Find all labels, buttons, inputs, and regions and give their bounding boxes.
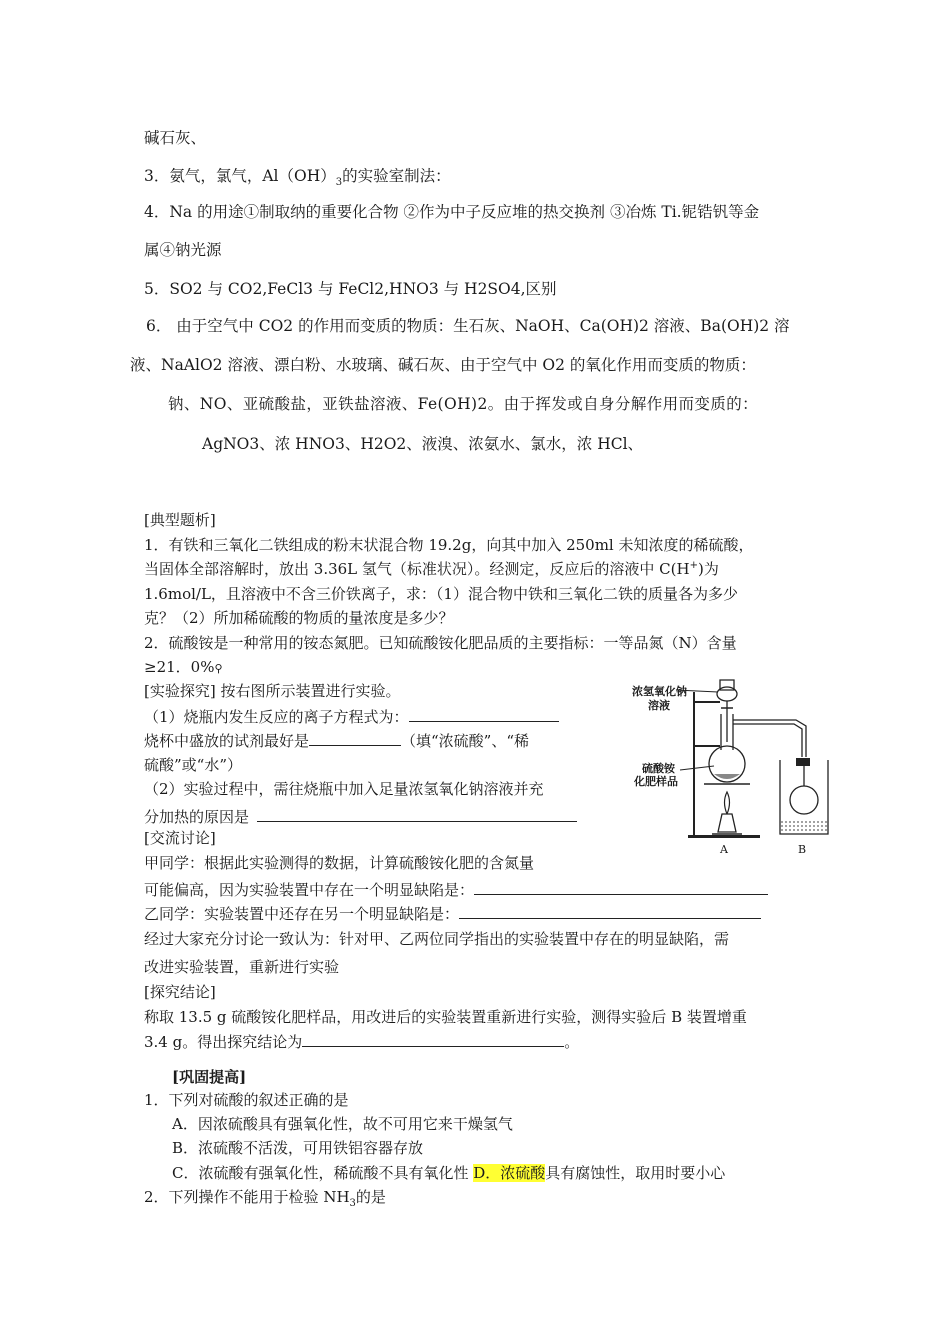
q2-line1: 2．硫酸铵是一种常用的铵态氮肥。已知硫酸铵化肥品质的主要指标：一等品氮（N）含量 — [144, 634, 737, 652]
student-yi: 乙同学：实验装置中还存在另一个明显缺陷是： — [144, 903, 761, 924]
item-6-line4: AgNO3、浓 HNO3、H2O2、液溴、浓氨水、氯水，浓 HCl、 — [202, 435, 644, 453]
option-b: B．浓硫酸不活泼，可用铁铝容器存放 — [172, 1139, 424, 1157]
discuss-heading: [交流讨论] — [144, 829, 216, 847]
item-4-line1: 4．Na 的用途①制取纳的重要化合物 ②作为中子反应堆的热交换剂 ③冶炼 Ti.铌锆钒等金 — [144, 203, 760, 221]
figure-label-sample: 化肥样品 — [634, 775, 678, 788]
item-4-line2: 属④钠光源 — [144, 241, 222, 259]
item-3: 3．氨气，氯气，$Al(OH)_3$的实验室制法： — [144, 167, 451, 189]
consensus-line1: 经过大家充分讨论一致认为：针对甲、乙两位同学指出的实验装置中存在的明显缺陷，需 — [144, 930, 730, 948]
q1-line1: 1．有铁和三氧化二铁组成的粉末状混合物 19.2g，向其中加入 250ml 未知浓度的稀硫酸， — [144, 536, 754, 554]
practice-q1: 1．下列对硫酸的叙述正确的是 — [144, 1091, 349, 1109]
student-jia-line1: 甲同学：根据此实验测得的数据，计算硫酸铵化肥的含氮量 — [144, 854, 535, 872]
weigh-line2: 3.4 g。得出探究结论为 。 — [144, 1033, 580, 1051]
item-6-line2: 液、NaAlO2 溶液、漂白粉、水玻璃、碱石灰、由于空气中 O2 的氧化作用而变质的物质： — [130, 356, 756, 374]
consensus-line2: 改进实验装置，重新进行实验 — [144, 958, 340, 976]
weigh-line1: 称取 13.5 g 硫酸铵化肥样品，用改进后的实验装置重新进行实验，测得实验后 B 装置增重 — [144, 1008, 747, 1026]
sub-question-2: （2）实验过程中，需往烧瓶中加入足量浓氢氧化钠溶液并充 — [144, 780, 544, 798]
practice-q2: 2．下列操作不能用于检验 $NH_3$的是 — [144, 1188, 386, 1209]
option-a: A．因浓硫酸具有强氧化性，故不可用它来干燥氢气 — [172, 1115, 513, 1133]
q1-line3: 1.6mol/L，且溶液中不含三价铁离子，求：（1）混合物中铁和三氧化二铁的质量各为多少 — [144, 585, 738, 603]
beaker-question: 烧杯中盛放的试剂最好是 （填“浓硫酸”、“稀 — [144, 732, 530, 750]
q2-line2: ≥21．0%⚲ — [144, 658, 223, 676]
figure-label-b: B — [798, 843, 807, 856]
section-heading-consolidate: [巩固提高] — [172, 1068, 247, 1086]
q1-line4: 克？（2）所加稀硫酸的物质的量浓度是多少？ — [144, 609, 454, 627]
section-heading-typical: [典型题析] — [144, 511, 216, 529]
apparatus-figure — [628, 662, 840, 857]
item-6-line3: 钠、NO、亚硫酸盐，亚铁盐溶液、Fe(OH)2。由于挥发或自身分解作用而变质的： — [168, 395, 759, 413]
conclusion-heading: [探究结论] — [144, 983, 216, 1001]
student-jia-line2: 可能偏高，因为实验装置中存在一个明显缺陷是： — [144, 879, 768, 900]
figure-label-naoh: 浓氢氧化钠 — [632, 685, 687, 698]
text-line: 碱石灰、 — [144, 129, 207, 147]
item-6-line1: 6． 由于空气中 CO2 的作用而变质的物质：生石灰、NaOH、Ca(OH)2 溶液、Ba(OH)2 溶 — [146, 317, 790, 335]
figure-label-ammonium-sulfate: 硫酸铵 — [642, 762, 675, 775]
highlighted-text: D．浓硫酸 — [473, 1164, 546, 1182]
item-5: 5．SO2 与 CO2,FeCl3 与 FeCl2,HNO3 与 H2SO4,区别 — [144, 280, 557, 298]
option-c-d: C．浓硫酸有强氧化性，稀硫酸不具有氧化性 D．浓硫酸具有腐蚀性，取用时要小心 — [172, 1164, 726, 1182]
q1-line2: 当固体全部溶解时，放出 3.36L 氢气（标准状况）。经测定，反应后的溶液中 C(H+)为 — [144, 560, 719, 578]
figure-label-a: A — [720, 843, 728, 856]
anchor-icon: ⚲ — [214, 662, 223, 675]
sub-question-2-line2: 分加热的原因是 — [144, 806, 577, 827]
beaker-question-line2: 硫酸”或“水”） — [144, 756, 243, 774]
explore-heading: [实验探究] 按右图所示装置进行实验。 — [144, 682, 401, 700]
figure-label-solution: 溶液 — [648, 699, 670, 712]
sub-question-1: （1）烧瓶内发生反应的离子方程式为： — [144, 706, 559, 727]
